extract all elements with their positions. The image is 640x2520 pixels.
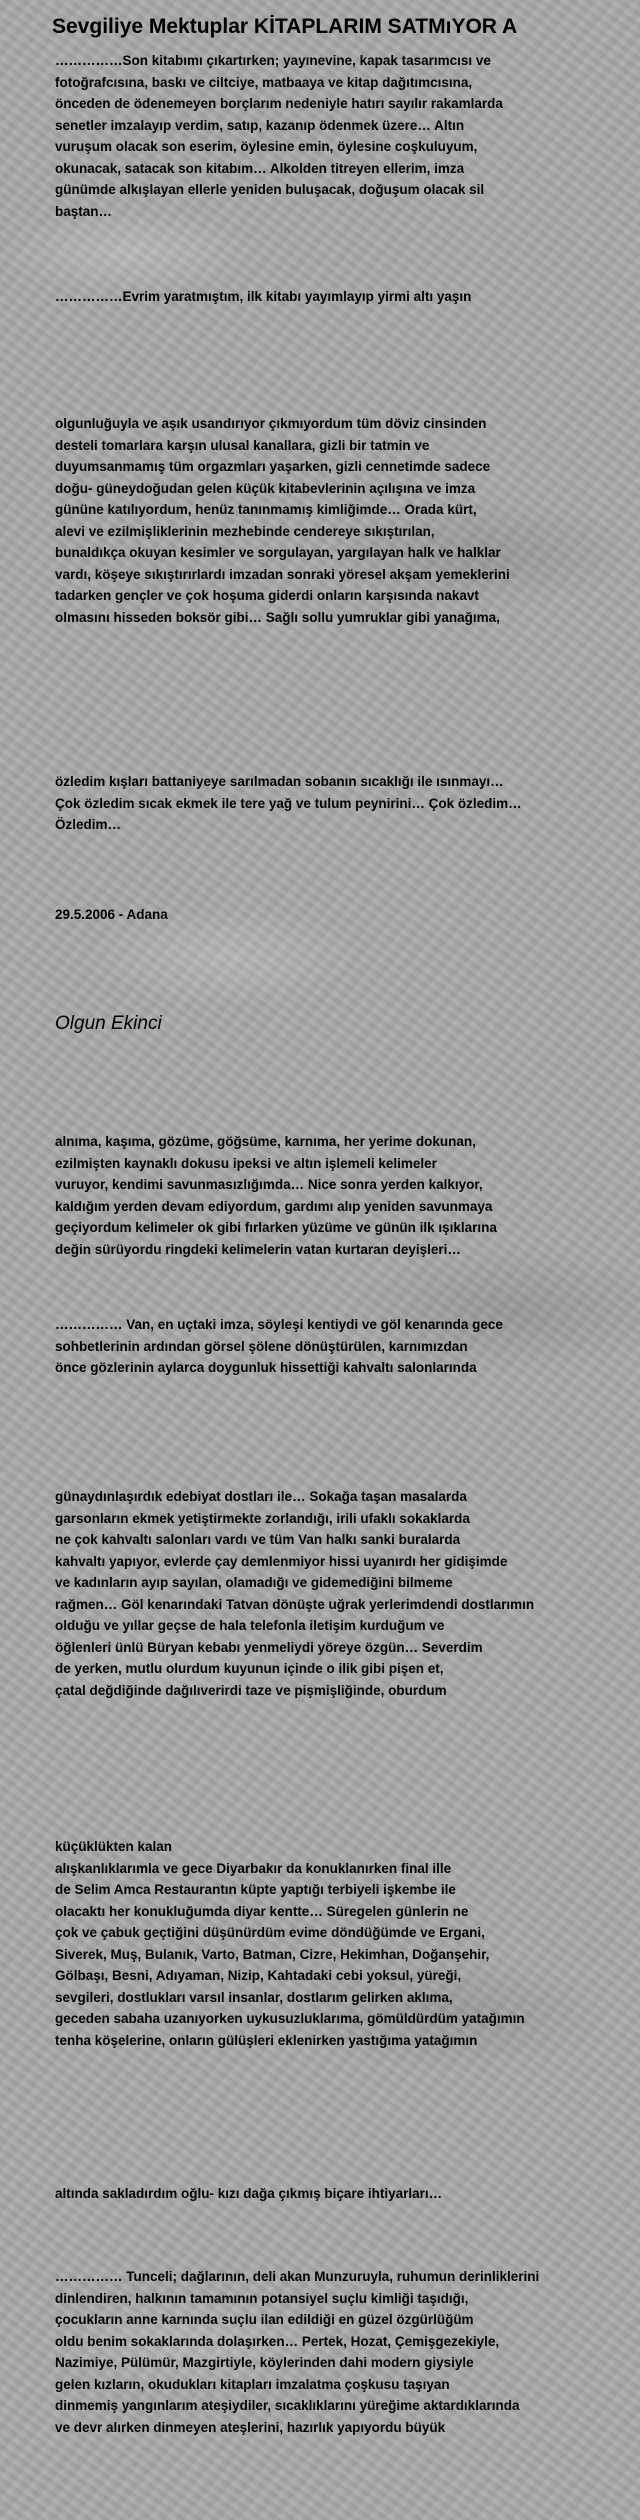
paragraph-tunceli <box>55 2266 637 2438</box>
text-line: kaldığım yerden devam ediyordum, gardımı alıp yeniden savunmaya <box>55 1198 493 1214</box>
text-line: çatal değdiğinde dağılıverirdi taze ve pişmişliğinde, oburdum <box>55 1682 447 1698</box>
text-line: ……………Son kitabımı çıkartırken; yayınevine, kapak tasarımcısı ve <box>55 53 491 68</box>
text-line: olgunluğuyla ve aşık usandırıyor çıkmıyordum tüm döviz cinsinden <box>55 416 487 431</box>
text-line: olduğu ve yıllar geçse de hala telefonla iletişim kurduğum ve <box>55 1618 445 1633</box>
paragraph-intro <box>55 50 637 222</box>
text-line: Özledim… <box>55 817 122 832</box>
text-line: doğu- güneydoğudan gelen küçük kitabevlerinin açılışına ve imza <box>55 480 476 496</box>
paragraph-elders <box>55 2183 637 2205</box>
text-line: ne çok kahvaltı salonları vardı ve tüm Van halkı sanki buralarda <box>55 1532 461 1547</box>
text-line: de yerken, mutlu olurdum kuyunun içinde o ilik gibi pişen et, <box>55 1661 444 1676</box>
text-line: desteli tomarlara karşın ulusal kanallara, gizli bir tatmin ve <box>55 437 430 453</box>
text-line: kahvaltı yapıyor, evlerde çay demlenmiyor hissi uyanırdı her gidişimde <box>55 1553 508 1569</box>
text-line: dinlendiren, halkının tamamının potansiyel suçlu kimliği taşıdığı, <box>55 2290 469 2306</box>
text-line: duyumsanmamış tüm orgazmları yaşarken, gizli cennetimde sadece <box>55 459 491 474</box>
text-line: küçüklükten kalan <box>55 1839 173 1854</box>
text-line: oldu benim sokaklarında dolaşırken… Pertek, Hozat, Çemişgezekiyle, <box>55 2333 500 2349</box>
text-line: günaydınlaşırdık edebiyat dostları ile… Sokağa taşan masalarda <box>55 1489 467 1504</box>
paragraph-diyarbakir <box>55 1836 637 2051</box>
text-line: 29.5.2006 - Adana <box>55 907 168 922</box>
text-line: özledim kışları battaniyeye sarılmadan sobanın sıcaklığı ile ısınmayı… <box>55 774 504 789</box>
text-line: Çok özledim sıcak ekmek ile tere yağ ve tulum peynirini… Çok özledim… <box>55 795 522 811</box>
text-line: alnıma, kaşıma, gözüme, göğsüme, karnıma, her yerime dokunan, <box>55 1134 476 1149</box>
text-line: çok ve çabuk geçtiğini düşünürdüm evime döndüğümde ve Ergani, <box>55 1925 485 1940</box>
text-line: ve devr alırken dinmeyen ateşlerini, hazırlık yapıyordu büyük <box>55 2419 446 2435</box>
paragraph-evolution <box>55 286 637 308</box>
text-line: fotoğrafcısına, baskı ve ciltciye, matbaaya ve kitap dağıtımcısına, <box>55 74 473 90</box>
text-line: gününe katılıyordum, henüz tanınmamış kimliğimde… Orada kürt, <box>55 502 477 517</box>
author-signature: Olgun Ekinci <box>55 1013 162 1034</box>
paragraph-van <box>55 1314 637 1379</box>
text-line: geçiyordum kelimeler ok gibi fırlarken yüzüme ve günün ilk ışıklarına <box>55 1220 497 1235</box>
text-line: değin sürüyordu ringdeki kelimelerin vatan kurtaran deyişleri… <box>55 1241 461 1257</box>
text-line: baştan… <box>55 203 113 219</box>
text-line: çocukların anne karnında suçlu ilan edildiği en güzel özgürlüğüm <box>55 2312 474 2327</box>
text-line: alevi ve ezilmişliklerinin mezhebinde cendereye sıkıştırılan, <box>55 523 435 539</box>
text-line: Nazimiye, Pülümür, Mazgirtiyle, köylerinden dahi modern giysiyle <box>55 2355 474 2370</box>
text-line: garsonların ekmek yetiştirmekte zorlandığı, irili ufaklı sokaklarda <box>55 1510 470 1526</box>
paragraph-maturity <box>55 413 637 628</box>
text-line: olmasını hisseden boksör gibi… Sağlı sollu yumruklar gibi yanağıma, <box>55 609 500 625</box>
text-line: öğlenleri ünlü Büryan kebabı yenmeliydi yöreye özgün… Severdim <box>55 1639 483 1655</box>
text-line: alışkanlıklarımla ve gece Diyarbakır da konuklanırken final ille <box>55 1860 452 1876</box>
text-line: okunacak, satacak son kitabım… Alkolden titreyen ellerim, imza <box>55 160 465 176</box>
text-line: önce gözlerinin aylarca doygunluk hissettiği kahvaltı salonlarında <box>55 1360 477 1375</box>
paragraph-breakfast <box>55 1486 637 1701</box>
text-line: altında sakladırdım oğlu- kızı dağa çıkmış biçare ihtiyarları… <box>55 2186 443 2201</box>
date-place <box>55 904 637 926</box>
paragraph-words <box>55 1131 637 1260</box>
text-line: rağmen… Göl kenarındaki Tatvan dönüşte uğrak yerlerimdendi dostlarımın <box>55 1596 535 1612</box>
text-line: …………… Van, en uçtaki imza, söyleşi kentiydi ve göl kenarında gece <box>55 1317 503 1332</box>
text-line: senetler imzalayıp verdim, satıp, kazanıp ödenmek üzere… Altın <box>55 117 465 133</box>
text-line: dinmemiş yangınlarım ateşiydiler, sıcaklıklarını yüreğime aktardıklarında <box>55 2398 520 2413</box>
text-line: bunaldıkça okuyan kesimler ve sorgulayan, yargılayan halk ve halklar <box>55 545 501 560</box>
text-line: önceden de ödenemeyen borçlarım nedeniyle hatırı sayılır rakamlarda <box>55 96 503 111</box>
text-line: olacaktı her konukluğumda diyar kentte… Süregelen günlerin ne <box>55 1903 469 1919</box>
text-line: vuruyor, kendimi savunmasızlığımda… Nice sonra yerden kalkıyor, <box>55 1177 483 1192</box>
text-line: tadarken gençler ve çok hoşuma giderdi onların karşısında nakavt <box>55 588 479 603</box>
text-line: gelen kızların, okudukları kitapları imzalatma çoşkusu taşıyan <box>55 2376 450 2392</box>
text-line: günümde alkışlayan ellerle yeniden buluşacak, doğuşum olacak sil <box>55 182 485 197</box>
text-line: Siverek, Muş, Bulanık, Varto, Batman, Cizre, Hekimhan, Doğanşehir, <box>55 1946 490 1962</box>
text-line: sohbetlerinin ardından görsel şölene dönüştürülen, karnımızdan <box>55 1338 468 1354</box>
text-line: ……………Evrim yaratmıştım, ilk kitabı yayımlayıp yirmi altı yaşın <box>55 289 472 304</box>
paragraph-longing <box>55 771 637 836</box>
text-line: de Selim Amca Restaurantın küpte yaptığı terbiyeli işkembe ile <box>55 1882 456 1897</box>
text-line: sevgileri, dostlukları varsıl insanlar, dostlarım gelirken aklıma, <box>55 1989 453 2005</box>
text-line: ezilmişten kaynaklı dokusu ipeksi ve altın işlemeli kelimeler <box>55 1155 437 1171</box>
text-line: geceden sabaha uzanıyorken uykusuzluklarıma, gömüldürdüm yatağımın <box>55 2011 525 2026</box>
text-line: ve kadınların ayıp sayılan, olamadığı ve gidemediğini bilmeme <box>55 1575 453 1590</box>
text-line: Gölbaşı, Besni, Adıyaman, Nizip, Kahtadaki cebi yoksul, yüreği, <box>55 1968 462 1983</box>
text-line: tenha köşelerine, onların gülüşleri eklenirken yastığıma yatağımın <box>55 2032 478 2048</box>
text-line: vardı, köşeye sıkıştırırlardı imzadan sonraki yöresel akşam yemeklerini <box>55 566 510 582</box>
text-line: vuruşum olacak son eserim, öylesine emin, öylesine coşkuluyum, <box>55 139 478 154</box>
text-line: …………… Tunceli; dağlarının, deli akan Munzuruyla, ruhumun derinliklerini <box>55 2269 540 2284</box>
page-title: Sevgiliye Mektuplar KİTAPLARIM SATMıYOR A <box>52 15 518 38</box>
